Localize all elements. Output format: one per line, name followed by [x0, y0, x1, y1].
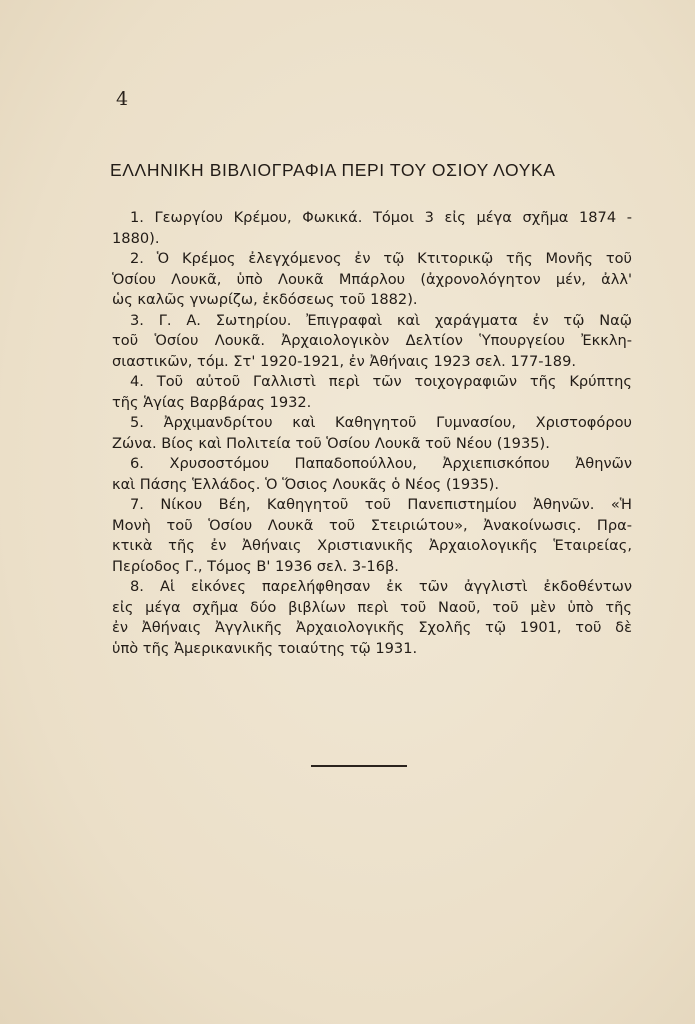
bibliography-line: κτικὰ τῆς ἐν Ἀθήναις Χριστιανικῆς Ἀρχαιολογικῆς Ἑταιρείας, — [112, 537, 632, 554]
bibliography-line: 4. Τοῦ αὐτοῦ Γαλλιστὶ περὶ τῶν τοιχογραφιῶν τῆς Κρύπτης — [130, 373, 632, 390]
bibliography-line: 5. Ἀρχιμανδρίτου καὶ Καθηγητοῦ Γυμνασίου, Χριστοφόρου — [130, 414, 632, 431]
bibliography-line: 1. Γεωργίου Κρέμου, Φωκικά. Τόμοι 3 εἰς μέγα σχῆμα 1874 - — [130, 209, 632, 226]
bibliography-line: 6. Χρυσοστόμου Παπαδοπούλλου, Ἀρχιεπισκόπου Ἀθηνῶν — [130, 455, 632, 472]
bibliography-line: Περίοδος Γ., Τόμος Β' 1936 σελ. 3-16β. — [112, 557, 399, 575]
bibliography-line: ὑπὸ τῆς Ἀμερικανικῆς τοιαύτης τῷ 1931. — [112, 639, 418, 657]
bibliography-line: 2. Ὁ Κρέμος ἐλεγχόμενος ἐν τῷ Κτιτορικῷ τῆς Μονῆς τοῦ — [130, 250, 632, 267]
bibliography-line: τῆς Ἁγίας Βαρβάρας 1932. — [112, 393, 312, 411]
bibliography-line: 1880). — [112, 229, 160, 247]
page-number: 4 — [116, 88, 129, 110]
bibliography-line: 3. Γ. Α. Σωτηρίου. Ἐπιγραφαὶ καὶ χαράγματα ἐν τῷ Ναῷ — [130, 311, 632, 329]
page-title: ΕΛΛΗΝΙΚΗ ΒΙΒΛΙΟΓΡΑΦΙΑ ΠΕΡΙ ΤΟΥ ΟΣΙΟΥ ΛΟΥΚΑ — [110, 160, 556, 180]
end-divider — [311, 765, 407, 767]
bibliography-line: τοῦ Ὁσίου Λουκᾶ. Ἀρχαιολογικὸν Δελτίον Ὑπουργείου Ἐκκλη- — [112, 332, 632, 349]
bibliography-line: Ζώνα. Βίος καὶ Πολιτεία τοῦ Ὁσίου Λουκᾶ τοῦ Νέου (1935). — [112, 434, 550, 452]
bibliography-list — [112, 208, 632, 659]
bibliography-line: σιαστικῶν, τόμ. Στ' 1920-1921, ἐν Ἀθήναις 1923 σελ. 177-189. — [112, 352, 576, 370]
bibliography-line: καὶ Πάσης Ἑλλάδος. Ὁ Ὅσιος Λουκᾶς ὁ Νέος (1935). — [112, 475, 500, 493]
bibliography-line: ὡς καλῶς γνωρίζω, ἐκδόσεως τοῦ 1882). — [112, 291, 418, 308]
bibliography-line: εἰς μέγα σχῆμα δύο βιβλίων περὶ τοῦ Ναοῦ, τοῦ μὲν ὑπὸ τῆς — [112, 598, 632, 616]
bibliography-line: Ὁσίου Λουκᾶ, ὑπὸ Λουκᾶ Μπάρλου (ἀχρονολόγητον μέν, ἀλλ' — [112, 270, 632, 288]
bibliography-line: ἐν Ἀθήναις Ἀγγλικῆς Ἀρχαιολογικῆς Σχολῆς τῷ 1901, τοῦ δὲ — [112, 619, 632, 636]
bibliography-line: 7. Νίκου Βέη, Καθηγητοῦ τοῦ Πανεπιστημίου Ἀθηνῶν. «Ἡ — [130, 496, 632, 513]
bibliography-line: Μονὴ τοῦ Ὁσίου Λουκᾶ τοῦ Στειριώτου», Ἀνακοίνωσις. Πρα- — [112, 516, 632, 534]
bibliography-line: 8. Αἱ εἰκόνες παρελήφθησαν ἐκ τῶν ἀγγλιστὶ ἐκδοθέντων — [130, 578, 632, 595]
